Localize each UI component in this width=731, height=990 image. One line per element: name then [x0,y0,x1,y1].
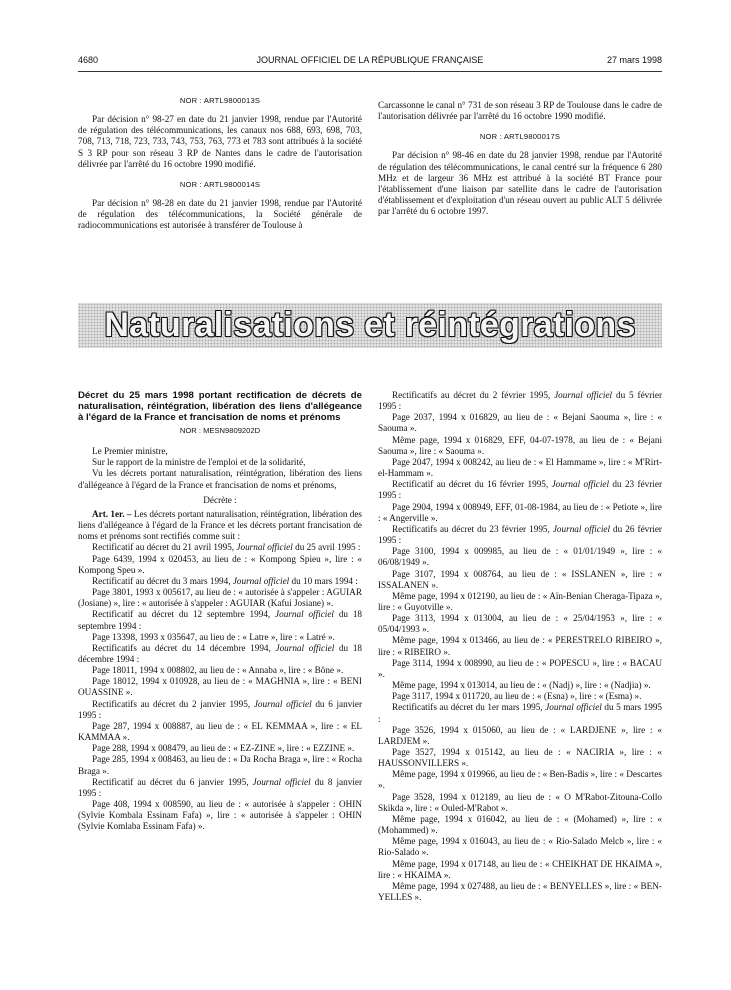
page-number: 4680 [78,55,99,65]
rectification-entry: Page 3114, 1994 x 008990, au lieu de : « POPESCU », lire : « BACAU ». [378,657,662,679]
rectification-entry: Page 3526, 1994 x 015060, au lieu de : « LARDJENE », lire : « LARDJEM ». [378,724,662,746]
journal-officiel-ref: Journal officiel [275,609,334,620]
rectificatif-heading [78,699,362,721]
top-left-column [78,95,362,232]
rectification-entry: Même page, 1994 x 017148, au lieu de : « CHEIKHAT DE HKAIMA », lire : « HKAIMA ». [378,858,662,880]
article-label: Art. 1er. – [92,508,132,519]
rectification-list [378,390,662,903]
rectification-list [78,542,362,832]
section-title: Naturalisations et réintégrations [104,306,636,344]
preamble-line: Vu les décrets portant naturalisation, réintégration, libération des liens d'allégeance à l'égard de la France et francisation de noms et prénoms, [78,468,362,490]
rectificatif-heading [78,542,362,553]
rectificatif-heading [378,524,662,546]
journal-officiel-ref: Journal officiel [554,390,613,400]
rectificatif-heading [378,702,662,724]
rectification-entry: Page 2037, 1994 x 016829, au lieu de : « Bejani Saouma », lire : « Saouma ». [378,412,662,434]
rectificatif-heading [78,643,362,665]
rectification-entry: Même page, 1994 x 019966, au lieu de : « Ben-Badis », lire : « Descartes ». [378,769,662,791]
journal-title: JOURNAL OFFICIEL DE LA RÉPUBLIQUE FRANÇAISE [256,55,484,65]
rectificatif-heading [378,390,662,412]
decision-paragraph: Par décision n° 98-46 en date du 28 janvier 1998, rendue par l'Autorité de régulation des télécommunications, le canal centré sur la fréquence 6 280 MHz et de largeur 36 MHz est attribué à la société BT France pour l'établissement d'une liaison par satellite dans le cadre de l'autorisation d'établissement et d'exploitation d'un réseau ouvert au public ALT 5 délivrée par l'arrêté du 6 octobre 1997. [378,150,662,217]
nor-reference: NOR : ARTL9800013S [179,96,261,105]
nor-reference: NOR : MESN9809202D [179,426,261,435]
rectificatif-date: du 18 décembre 1994 : [78,642,363,664]
rectification-entry: Page 2047, 1994 x 008242, au lieu de : « El Hammame », lire : « M'Rirt-el-Hammam ». [378,456,662,479]
rectificatif-date: du 6 janvier 1995 : [78,698,363,720]
rectification-entry: Page 3107, 1994 x 008764, au lieu de : « ISSLANEN », lire : « ISSALANEN ». [378,568,662,590]
rectificatif-text: Rectificatifs au décret du 2 février 1995, [392,390,555,400]
preamble-line: Sur le rapport de la ministre de l'emploi et de la solidarité, [92,457,306,468]
rectification-entry: Page 3801, 1993 x 005617, au lieu de : « autorisée à s'appeler : AGUIAR (Josiane) », lire : « autorisée à s'appeler : AGUIAR (Kafui Josiane) ». [78,587,362,609]
rectificatif-text: Rectificatif au décret du 16 février 1995, [392,479,552,490]
rectificatif-date: du 10 mars 1994 : [289,575,358,586]
rectification-entry: Page 285, 1994 x 008463, au lieu de : « Da Rocha Braga », lire : « Rocha Braga ». [78,754,362,776]
rectificatif-date: du 5 mars 1995 : [378,702,663,724]
rectification-entry: Page 3117, 1994 x 011720, au lieu de : « (Esna) », lire : « (Esma) ». [392,691,642,702]
rectification-entry: Page 13398, 1993 x 035647, au lieu de : « Latre », lire : « Latré ». [92,631,335,642]
rectificatif-heading [378,479,662,501]
rectificatif-text: Rectificatif au décret du 3 mars 1994, [92,575,233,586]
top-right-column [378,100,662,217]
rectificatif-heading [78,609,362,631]
rectification-entry: Même page, 1994 x 012190, au lieu de : « Aïn-Benian Cheraga-Tipaza », lire : « Guyotville ». [378,590,662,612]
rectification-entry: Même page, 1994 x 016829, EFF, 04-07-1978, au lieu de : « Bejani Saouma », lire : « Saouma ». [378,434,662,456]
decision-paragraph: Par décision n° 98-27 en date du 21 janvier 1998, rendue par l'Autorité de régulation des télécommunications, les canaux nos 688, 693, 698, 703, 708, 713, 718, 723, 733, 743, 753, 763, 773 et 783 sont attribués à la société S 3 RP pour son réseau 3 RP de Nantes dans le cadre de l'autorisation délivrée par l'arrêté du 16 octobre 1990 modifié. [78,114,362,169]
issue-date: 27 mars 1998 [606,55,662,65]
journal-officiel-ref: Journal officiel [275,642,335,653]
journal-officiel-ref: Journal officiel [545,702,602,713]
nor-reference: NOR : ARTL9800017S [479,132,561,142]
decision-paragraph: Par décision n° 98-28 en date du 21 janvier 1998, rendue par l'Autorité de régulation des télécommunications, la Société générale de radiocommunications est autorisée à transférer de Toulouse à [78,198,362,231]
rectification-entry: Page 2904, 1994 x 008949, EFF, 01-08-1984, au lieu de : « Petiote », lire : « Angerville ». [378,501,662,523]
rectification-entry: Même page, 1994 x 016042, au lieu de : « (Mohamed) », lire : « (Mohammed) ». [378,813,662,836]
rectificatif-date: du 26 février 1995 : [378,523,662,546]
rectification-entry: Page 408, 1994 x 008590, au lieu de : « autorisée à s'appeler : OHIN (Sylvie Kombala Essinam Fafa) », lire : « autorisée à s'appeler : OHIN (Sylvie Komlaba Essinam Fafa) ». [78,799,362,832]
article-text: Les décrets portant naturalisation, réintégration, libération des liens d'allégeance à l'égard de la France et les décrets portant francisation de noms et prénoms sont rectifiés comme suit : [78,508,363,542]
rectificatif-text: Rectificatifs au décret du 1er mars 1995, [392,702,546,713]
decision-paragraph: Carcassonne le canal n° 731 de son réseau 3 RP de Toulouse dans le cadre de l'autorisation délivrée par l'arrêté du 16 octobre 1990 modifié. [378,100,662,122]
rectification-entry: Page 3113, 1994 x 013004, au lieu de : « 25/04/1953 », lire : « 05/04/1993 ». [378,613,662,635]
rectificatif-text: Rectificatifs au décret du 23 février 1995, [392,523,553,534]
rectificatif-date: du 5 février 1995 : [378,390,662,412]
page-header [78,55,662,69]
rectification-entry: Même page, 1994 x 027488, au lieu de : « BENYELLES », lire : « BEN-YELLES ». [378,880,662,903]
rectification-entry: Même page, 1994 x 013014, au lieu de : « (Nadj) », lire : « (Nadjia) ». [392,680,651,691]
journal-officiel-ref: Journal officiel [236,542,293,553]
rectification-entry: Page 3527, 1994 x 015142, au lieu de : « NACIRIA », lire : « HAUSSONVILLERS ». [378,747,662,769]
journal-officiel-ref: Journal officiel [552,523,610,534]
decree-title: Décret du 25 mars 1998 portant rectification de décrets de naturalisation, réintégration, libération des liens d'allégeance à l'égard de la France et francisation de noms et prénoms [78,390,362,423]
rectification-entry: Page 6439, 1994 x 020453, au lieu de : « Kompong Spieu », lire : « Kompong Speu ». [78,553,362,575]
rectificatif-date: du 23 février 1995 : [378,479,662,501]
rectificatif-date: du 8 janvier 1995 : [78,776,363,798]
rectificatif-text: Rectificatif au décret du 6 janvier 1995, [92,776,253,787]
rectificatif-text: Rectificatif au décret du 21 avril 1995, [92,542,237,553]
rectification-entry: Page 3100, 1994 x 009985, au lieu de : « 01/01/1949 », lire : « 06/08/1949 ». [378,546,662,568]
rectification-entry: Page 3528, 1994 x 012189, au lieu de : « O M'Rabot-Zitouna-Collo Skikda », lire : « Ouled-M'Rabot ». [378,791,662,813]
header-rule [78,71,662,72]
rectification-entry: Même page, 1994 x 013466, au lieu de : « PERESTRELO RIBEIRO », lire : « RIBEIRO ». [378,635,662,657]
rectificatif-text: Rectificatif au décret du 12 septembre 1994, [92,609,276,620]
rectificatif-text: Rectificatifs au décret du 2 janvier 1995, [92,698,254,709]
rectification-entry: Page 18011, 1994 x 008802, au lieu de : « Annaba », lire : « Bône ». [92,665,344,676]
rectificatif-heading [78,777,362,799]
journal-officiel-ref: Journal officiel [252,776,311,787]
rectification-entry: Page 287, 1994 x 008887, au lieu de : « EL KEMMAA », lire : « EL KAMMAA ». [78,720,362,743]
rectification-entry: Même page, 1994 x 016043, au lieu de : « Rio-Salado Melcb », lire : « Rio-Salado ». [378,836,662,858]
journal-officiel-ref: Journal officiel [551,479,610,490]
rectificatif-date: du 18 septembre 1994 : [78,609,363,631]
rectification-entry: Page 288, 1994 x 008479, au lieu de : « EZ-ZINE », lire : « EZZINE ». [92,743,355,754]
decrete-line: Décrète : [203,494,237,505]
journal-officiel-ref: Journal officiel [253,698,312,709]
decree-right-column [378,390,662,903]
preamble-line: Le Premier ministre, [92,446,168,457]
rectification-entry: Page 18012, 1994 x 010928, au lieu de : « MAGHNIA », lire : « BENI OUASSINE ». [78,676,362,698]
nor-reference: NOR : ARTL9800014S [179,179,261,189]
journal-officiel-ref: Journal officiel [232,575,290,586]
article-1 [78,509,362,542]
section-banner [78,303,662,348]
rectificatif-text: Rectificatifs au décret du 14 décembre 1994, [92,642,276,653]
rectificatif-heading [78,576,362,587]
decree-left-column [78,390,362,832]
rectificatif-date: du 25 avril 1995 : [292,542,361,553]
